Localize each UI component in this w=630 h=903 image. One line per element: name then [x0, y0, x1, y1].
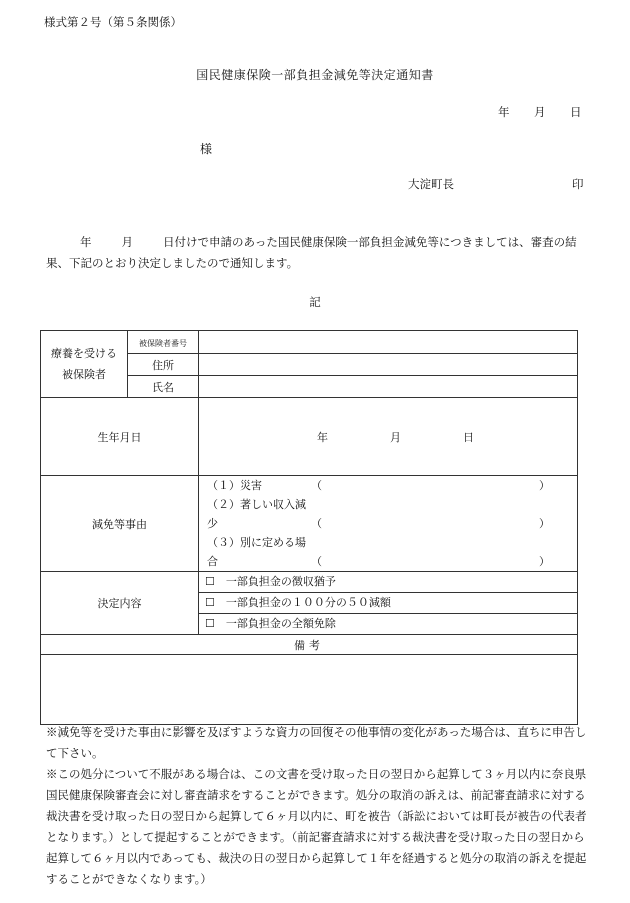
- addressee-suffix: 様: [200, 142, 213, 156]
- body-rest: 日付けで申請のあった国民健康保険一部負担金減免等につきましては、審査の結果、下記のとおり決定しましたので通知します。: [46, 235, 577, 270]
- checkbox-icon[interactable]: ☐: [205, 575, 215, 588]
- reason-label: 減免等事由: [41, 476, 199, 572]
- birthdate-label: 生年月日: [41, 398, 199, 476]
- reason-item-other[interactable]: （３）別に定める場合 （ ）: [207, 536, 550, 568]
- insured-number-field[interactable]: [199, 331, 578, 354]
- note-report-change: ※減免等を受けた事由に影響を及ぼすような資力の回復その他事情の変化があった場合は、直ちに申告して下さい。: [46, 725, 587, 760]
- checkbox-icon[interactable]: ☐: [205, 596, 215, 609]
- name-field[interactable]: [199, 376, 578, 398]
- birth-day: 日: [463, 430, 474, 444]
- birth-month: 月: [390, 430, 401, 444]
- seal-mark: 印: [572, 177, 584, 191]
- decision-table: [40, 330, 578, 725]
- decision-option-full-exemption[interactable]: ☐ 一部負担金の全額免除: [199, 614, 578, 635]
- birth-year: 年: [317, 430, 328, 444]
- issuer-name: 大淀町長: [408, 177, 454, 191]
- form-number: 様式第２号（第５条関係）: [44, 15, 182, 29]
- birthdate-field[interactable]: [199, 398, 578, 476]
- reason-list: [199, 476, 578, 572]
- date-day: 日: [570, 105, 582, 119]
- decision-label: 決定内容: [41, 572, 199, 635]
- note-appeal: ※この処分について不服がある場合は、この文書を受け取った日の翌日から起算して３ヶ月以内に奈良県国民健康保険審査会に対し審査請求をすることができます。処分の取消の訴えは、前記審査請求に対する裁決書を受け取った日の翌日から起算して６ヶ月以内に、町を被告（訴訟においては町長が被告の代表者となります。）として提起することができます。（前記審査請求に対する裁決書を受け取った日の翌日から起算して６ヶ月以内であっても、裁決の日の翌日から起算して１年を経過すると処分の取消の訴えを提起することができなくなります。）: [46, 767, 587, 886]
- insured-number-label: 被保険者番号: [128, 331, 199, 354]
- decision-option-half-reduction[interactable]: ☐ 一部負担金の１００分の５０減額: [199, 593, 578, 614]
- date-year: 年: [498, 105, 510, 119]
- insured-group-label: 療養を受ける被保険者: [41, 331, 128, 398]
- address-label: 住所: [128, 354, 199, 376]
- notes-section: [46, 722, 594, 890]
- date-month: 月: [534, 105, 546, 119]
- remarks-field[interactable]: [41, 655, 578, 725]
- document-title: 国民健康保険一部負担金減免等決定通知書: [196, 68, 434, 82]
- issue-date: [498, 104, 582, 120]
- name-label: 氏名: [128, 376, 199, 398]
- remarks-label: 備考: [41, 635, 578, 655]
- decision-option-defer[interactable]: ☐ 一部負担金の徴収猶予: [199, 572, 578, 593]
- ki-heading: 記: [309, 295, 321, 309]
- reason-item-disaster[interactable]: （１）災害 （ ）: [207, 479, 550, 492]
- body-paragraph: [46, 232, 594, 274]
- reason-item-income-decrease[interactable]: （２）著しい収入減少 （ ）: [207, 498, 550, 530]
- body-month: 月: [121, 235, 133, 249]
- address-field[interactable]: [199, 354, 578, 376]
- body-year: 年: [80, 235, 92, 249]
- checkbox-icon[interactable]: ☐: [205, 617, 215, 630]
